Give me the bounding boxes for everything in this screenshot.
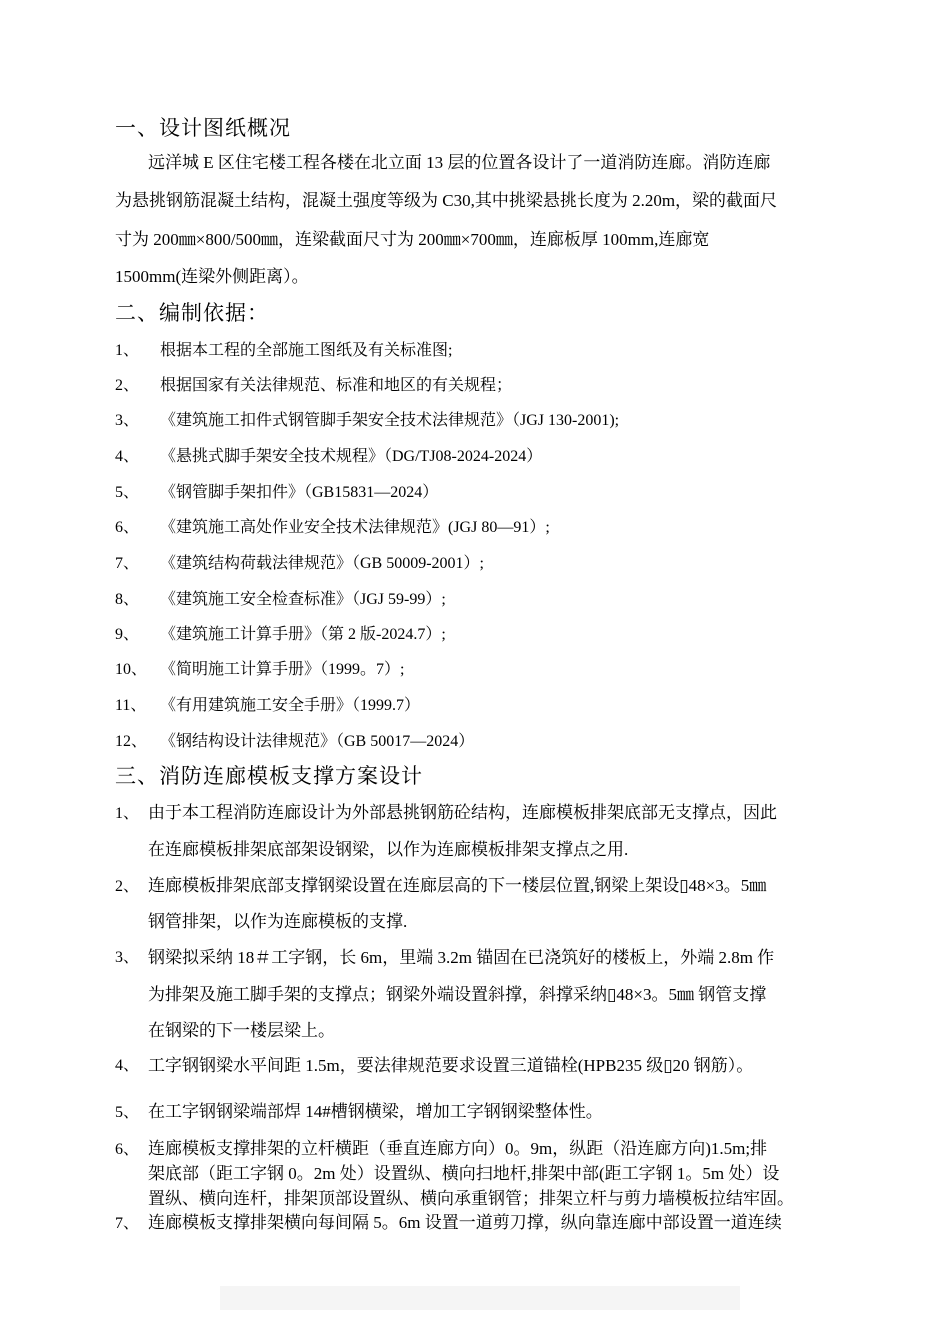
ref-num-3: 3、: [115, 412, 140, 429]
ref-text-10: 《简明施工计算手册》（1999。7）;: [160, 661, 405, 678]
plan-num-2: 2、: [115, 878, 140, 895]
ref-num-9: 9、: [115, 626, 140, 643]
section1-line-1: 远洋城 E 区住宅楼工程各楼在北立面 13 层的位置各设计了一道消防连廊。消防连廊: [148, 153, 771, 172]
ref-text-5: 《钢管脚手架扣件》（GB15831—2024）: [160, 484, 439, 501]
section3-heading: 三、消防连廊模板支撑方案设计: [115, 764, 423, 788]
faint-watermark-area: [220, 1278, 740, 1318]
section1-line-3: 寸为 200㎜×800/500㎜，连梁截面尺寸为 200㎜×700㎜，连廊板厚 100mm,连廊宽: [115, 230, 710, 249]
plan-num-4: 4、: [115, 1057, 140, 1074]
plan-text-6c: 置纵、横向连杆，排架顶部设置纵、横向承重钢管；排架立杆与剪力墙模板拉结牢固。: [148, 1189, 794, 1208]
plan-text-3a: 钢梁拟采纳 18＃工字钢，长 6m，里端 3.2m 锚固在已浇筑好的楼板上，外端 2.8m 作: [148, 948, 775, 967]
plan-num-1: 1、: [115, 805, 140, 822]
ref-text-7: 《建筑结构荷载法律规范》（GB 50009-2001）;: [160, 555, 485, 572]
plan-num-3: 3、: [115, 949, 140, 966]
plan-text-2b: 钢管排架，以作为连廊模板的支撑.: [148, 912, 408, 931]
ref-text-11: 《有用建筑施工安全手册》（1999.7）: [160, 697, 421, 714]
plan-text-3c: 在钢梁的下一楼层梁上。: [148, 1021, 335, 1040]
ref-num-11: 11、: [115, 697, 147, 714]
section1-line-2: 为悬挑钢筋混凝土结构，混凝土强度等级为 C30,其中挑梁悬挑长度为 2.20m，梁的截面尺: [115, 191, 778, 210]
plan-num-5: 5、: [115, 1104, 140, 1121]
ref-num-8: 8、: [115, 591, 140, 608]
ref-text-1: 根据本工程的全部施工图纸及有关标准图;: [160, 342, 453, 359]
ref-text-12: 《钢结构设计法律规范》（GB 50017—2024）: [160, 733, 475, 750]
ref-num-7: 7、: [115, 555, 140, 572]
ref-num-10: 10、: [115, 661, 148, 678]
plan-text-6a: 连廊模板支撑排架的立杆横距（垂直连廊方向）0。9m，纵距（沿连廊方向)1.5m;排: [148, 1139, 768, 1158]
ref-num-1: 1、: [115, 342, 140, 359]
ref-num-5: 5、: [115, 484, 140, 501]
ref-num-6: 6、: [115, 519, 140, 536]
ref-num-2: 2、: [115, 377, 140, 394]
plan-text-5a: 在工字钢钢梁端部焊 14#槽钢横梁，增加工字钢钢梁整体性。: [148, 1102, 603, 1121]
plan-num-6: 6、: [115, 1141, 140, 1158]
ref-num-4: 4、: [115, 448, 140, 465]
plan-text-6b: 架底部（距工字钢 0。2m 处）设置纵、横向扫地杆,排架中部(距工字钢 1。5m 处）设: [148, 1164, 780, 1183]
ref-text-2: 根据国家有关法律规范、标准和地区的有关规程；: [160, 377, 513, 394]
ref-text-6: 《建筑施工高处作业安全技术法律规范》(JGJ 80—91）;: [160, 519, 550, 536]
section1-line-4: 1500mm(连梁外侧距离）。: [115, 267, 309, 286]
plan-text-1b: 在连廊模板排架底部架设钢梁，以作为连廊模板排架支撑点之用.: [148, 840, 629, 859]
ref-text-4: 《悬挑式脚手架安全技术规程》（DG/TJ08-2024-2024）: [160, 448, 543, 465]
ref-text-3: 《建筑施工扣件式钢管脚手架安全技术法律规范》（JGJ 130-2001);: [160, 412, 620, 429]
plan-text-7a: 连廊模板支撑排架横向每间隔 5。6m 设置一道剪刀撑，纵向靠连廊中部设置一道连续: [148, 1213, 782, 1232]
ref-num-12: 12、: [115, 733, 148, 750]
plan-text-3b: 为排架及施工脚手架的支撑点；钢梁外端设置斜撑，斜撑采纳▯48×3。5㎜ 钢管支撑: [148, 985, 767, 1004]
ref-text-9: 《建筑施工计算手册》（第 2 版-2024.7）;: [160, 626, 446, 643]
plan-text-1a: 由于本工程消防连廊设计为外部悬挑钢筋砼结构，连廊模板排架底部无支撑点，因此: [148, 803, 777, 822]
section1-heading: 一、设计图纸概况: [115, 116, 291, 140]
plan-text-4a: 工字钢钢梁水平间距 1.5m，要法律规范要求设置三道锚栓(HPB235 级▯20 钢筋）。: [148, 1056, 754, 1075]
ref-text-8: 《建筑施工安全检查标准》（JGJ 59-99）;: [160, 591, 446, 608]
plan-text-2a: 连廊模板排架底部支撑钢梁设置在连廊层高的下一楼层位置,钢梁上架设▯48×3。5㎜: [148, 876, 767, 895]
plan-num-7: 7、: [115, 1215, 140, 1232]
section2-heading: 二、编制依据：: [115, 301, 269, 325]
